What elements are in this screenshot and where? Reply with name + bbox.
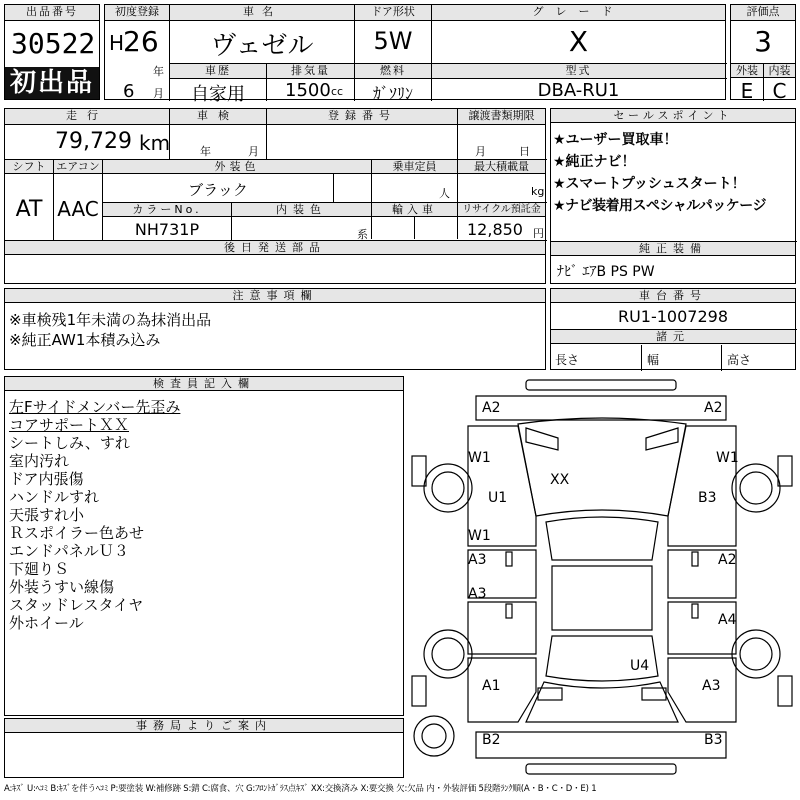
- score-box: [730, 4, 796, 103]
- shift-label: シフト: [5, 160, 53, 174]
- inspector-line: 左Fサイドメンバー先歪み: [9, 398, 181, 416]
- reg-year: 26: [123, 25, 159, 58]
- lot-box: [4, 4, 100, 100]
- sales-point: ★純正ナビ！: [553, 154, 636, 170]
- reg-era: H: [109, 31, 125, 55]
- equip-label: 純正装備: [551, 242, 795, 256]
- mark-left-front-door-top: W1: [468, 528, 491, 544]
- legend: A:ｷｽﾞ U:ﾍｺﾐ B:ｷｽﾞを伴うﾍｺﾐ P:要塗装 W:補修跡 S:錆 C:腐食、穴 G:ﾌﾛﾝﾄｶﾞﾗｽ点ｷｽﾞ XX:交換済み X:要交換 欠:欠品 内・外装評価 5段階ﾗﾝｸ順(A・B・C・D・E) 1: [4, 784, 597, 794]
- first-listing-badge: 初出品: [5, 67, 99, 99]
- mark-rear-left-bumper: B2: [482, 732, 501, 748]
- mark-front-left-bumper: A2: [482, 400, 501, 416]
- history-label: 車歴: [170, 64, 266, 78]
- door-value: 5W: [373, 27, 413, 55]
- transfer-month-unit: 月: [475, 145, 486, 158]
- inspector-line: 室内汚れ: [9, 452, 70, 470]
- chassis-number: RU1-1007298: [617, 307, 729, 326]
- mark-left-front-door: A3: [468, 552, 487, 568]
- displacement-label: 排気量: [267, 64, 354, 78]
- import-label: 輸入車: [372, 203, 457, 217]
- mileage-label: 走行: [5, 109, 169, 125]
- height-label: 高さ: [727, 353, 752, 367]
- header-block: [4, 4, 796, 105]
- inspector-line: コアサポートＸＸ: [9, 416, 130, 434]
- maxload-label: 最大積載量: [458, 160, 545, 174]
- color-value: ブラック: [188, 181, 248, 199]
- equipment-value: ﾅﾋﾞ ｴｱB PS PW: [557, 264, 655, 280]
- inspector-line: スタッドレスタイヤ: [9, 596, 144, 614]
- exterior-grade: E: [740, 79, 754, 103]
- mileage-unit: km: [139, 131, 171, 155]
- recycle-unit: 円: [533, 227, 544, 240]
- mark-hood: XX: [550, 472, 570, 488]
- color-label: 外装色: [103, 160, 371, 174]
- capacity-unit: 人: [439, 187, 450, 200]
- plate-label: 登録番号: [267, 109, 457, 125]
- insp-year-unit: 年: [200, 145, 211, 158]
- history-value: 自家用: [191, 84, 245, 105]
- mark-left-rear-fender: A1: [482, 678, 501, 694]
- transfer-label: 譲渡書類期限: [458, 109, 545, 125]
- mileage-value: 79,729: [55, 129, 132, 154]
- inspector-line: 外ホイール: [9, 614, 84, 632]
- inspector-line: ハンドルすれ: [9, 488, 100, 506]
- car-outline: [408, 376, 796, 778]
- mark-trunk: U4: [630, 658, 650, 674]
- reg-label: 初度登録: [105, 5, 169, 21]
- mark-left-front-fender: W1: [468, 450, 491, 466]
- inspector-box: [4, 376, 404, 716]
- mark-left-front-wheel: U1: [488, 490, 508, 506]
- lot-number: 30522: [11, 27, 96, 60]
- inspector-line: エンドパネルＵ３: [9, 542, 129, 560]
- intcolor-unit: 系: [357, 228, 368, 241]
- mark-right-front-fender: W1: [716, 450, 739, 466]
- detail-grid: [4, 108, 546, 284]
- maxload-unit: kg: [531, 185, 545, 198]
- displacement-value: 1500: [285, 80, 331, 101]
- score-label: 評価点: [731, 5, 795, 21]
- length-label: 長さ: [555, 353, 580, 367]
- recycle-label: リサイクル預託金: [458, 203, 545, 217]
- inspector-line: シートしみ、すれ: [9, 434, 130, 452]
- interior-grade: C: [772, 79, 787, 103]
- main-header-grid: [104, 4, 726, 105]
- fuel-value: ｶﾞｿﾘﾝ: [372, 84, 413, 103]
- office-box: [4, 718, 404, 778]
- fuel-label: 燃料: [355, 64, 431, 78]
- inspector-line: ドア内張傷: [9, 470, 84, 488]
- exterior-label: 外装: [731, 64, 763, 78]
- sales-box: [550, 108, 796, 284]
- car-diagram: [408, 376, 796, 778]
- later-parts-label: 後日発送部品: [5, 241, 545, 255]
- shift-value: AT: [15, 197, 43, 222]
- sales-label: セールスポイント: [551, 109, 795, 123]
- grade-value: X: [568, 25, 589, 58]
- door-label: ドア形状: [355, 5, 431, 21]
- sales-point: ★ナビ装着用スペシャルパッケージ: [553, 198, 767, 214]
- office-label: 事務局よりご案内: [5, 719, 403, 733]
- mark-rear-right-bumper: B3: [704, 732, 723, 748]
- notes-label: 注意事項欄: [5, 289, 545, 303]
- inspection-label: 車検: [170, 109, 266, 125]
- capacity-label: 乗車定員: [372, 160, 457, 174]
- lot-label: 出品番号: [5, 5, 99, 21]
- ac-label: エアコン: [54, 160, 102, 174]
- note-line: ※純正AW1本積み込み: [9, 331, 161, 349]
- name-label: 車名: [170, 5, 354, 21]
- reg-year-unit: 年: [153, 65, 164, 78]
- chassis-box: [550, 288, 796, 370]
- mark-right-rear-door: A4: [718, 612, 737, 628]
- inspector-line: 下廻りＳ: [9, 560, 70, 578]
- intcolor-label: 内装色: [232, 203, 371, 217]
- colorno-label: カラーNo.: [103, 203, 231, 217]
- inspector-line: Ｒスポイラー色あせ: [9, 524, 145, 542]
- insp-month-unit: 月: [248, 145, 259, 158]
- recycle-value: 12,850: [467, 220, 523, 239]
- mark-left-rear-door: A3: [468, 586, 487, 602]
- interior-label: 内装: [764, 64, 795, 78]
- model-label: 型式: [432, 64, 725, 78]
- mark-right-front-wheel: B3: [698, 490, 717, 506]
- notes-box: [4, 288, 546, 370]
- inspector-line: 天張すれ小: [9, 506, 85, 524]
- inspector-label: 検査員記入欄: [5, 377, 403, 391]
- mark-right-rear-fender: A3: [702, 678, 721, 694]
- car-name: ヴェゼル: [210, 31, 314, 61]
- reg-month: 6: [123, 81, 135, 102]
- inspector-line: 外装うすい線傷: [9, 578, 115, 596]
- grade-label: グレード: [432, 5, 725, 21]
- score-value: 3: [754, 25, 772, 58]
- sales-point: ★ユーザー買取車！: [553, 132, 678, 148]
- sales-point: ★スマートプッシュスタート！: [553, 176, 746, 192]
- dims-label: 諸元: [551, 330, 795, 344]
- ac-value: AAC: [57, 197, 99, 221]
- note-line: ※車検残1年未満の為抹消出品: [9, 311, 212, 329]
- chassis-label: 車台番号: [551, 289, 795, 303]
- width-label: 幅: [647, 353, 660, 367]
- colorno-value: NH731P: [134, 220, 200, 239]
- mark-right-front-door: A2: [718, 552, 737, 568]
- mark-front-right-bumper: A2: [704, 400, 723, 416]
- transfer-day-unit: 日: [519, 145, 530, 158]
- model-value: DBA-RU1: [537, 80, 620, 101]
- displacement-unit: cc: [331, 85, 344, 98]
- reg-month-unit: 月: [153, 87, 164, 100]
